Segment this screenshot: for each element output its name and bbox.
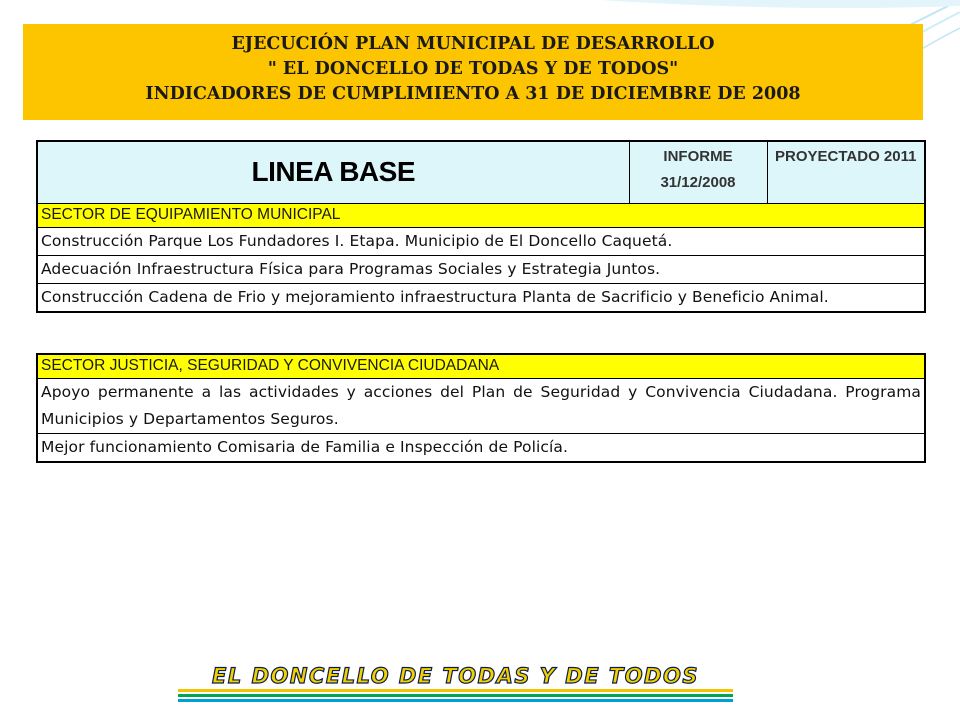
header-proyectado: PROYECTADO 2011: [767, 141, 925, 203]
table-row: [37, 433, 925, 462]
footer-stripe-blue: [178, 699, 733, 702]
table-row: [37, 378, 925, 433]
header-informe: INFORME 31/12/2008: [629, 141, 767, 203]
indicators-table-justicia: [36, 353, 926, 463]
table-row: [37, 227, 925, 255]
title-line-2: " EL DONCELLO DE TODAS Y DE TODOS": [267, 59, 679, 79]
sector-row: [37, 354, 925, 378]
table-header-row: [37, 141, 925, 203]
sector-justicia-label: SECTOR JUSTICIA, SEGURIDAD Y CONVIVENCIA CIUDADANA: [37, 354, 925, 378]
header-linea-base: LINEA BASE: [37, 141, 629, 203]
title-line-3: INDICADORES DE CUMPLIMIENTO A 31 DE DICIEMBRE DE 2008: [145, 84, 801, 104]
footer-stripe-green: [178, 694, 733, 697]
indicator-item: Mejor funcionamiento Comisaria de Familia e Inspección de Policía.: [37, 433, 925, 462]
table-row: [37, 283, 925, 312]
sector-equipamiento-label: SECTOR DE EQUIPAMIENTO MUNICIPAL: [37, 203, 925, 227]
indicators-table-equipamiento: [36, 140, 926, 313]
sector-row: [37, 203, 925, 227]
title-line-1: EJECUCIÓN PLAN MUNICIPAL DE DESARROLLO: [231, 34, 715, 54]
indicator-item: Adecuación Infraestructura Física para Programas Sociales y Estrategia Juntos.: [37, 255, 925, 283]
indicator-item: Construcción Parque Los Fundadores I. Etapa. Municipio de El Doncello Caquetá.: [37, 227, 925, 255]
indicator-item: Construcción Cadena de Frio y mejoramiento infraestructura Planta de Sacrificio y Beneficio Animal.: [37, 283, 925, 312]
indicator-item: Apoyo permanente a las actividades y acciones del Plan de Seguridad y Convivencia Ciudadana. Programa Municipios y Departamentos Seguros.: [37, 378, 925, 433]
footer-stripe-yellow: [178, 689, 733, 692]
slide-title: [23, 24, 923, 120]
footer-slogan: EL DONCELLO DE TODAS Y DE TODOS: [212, 664, 699, 688]
table-row: [37, 255, 925, 283]
